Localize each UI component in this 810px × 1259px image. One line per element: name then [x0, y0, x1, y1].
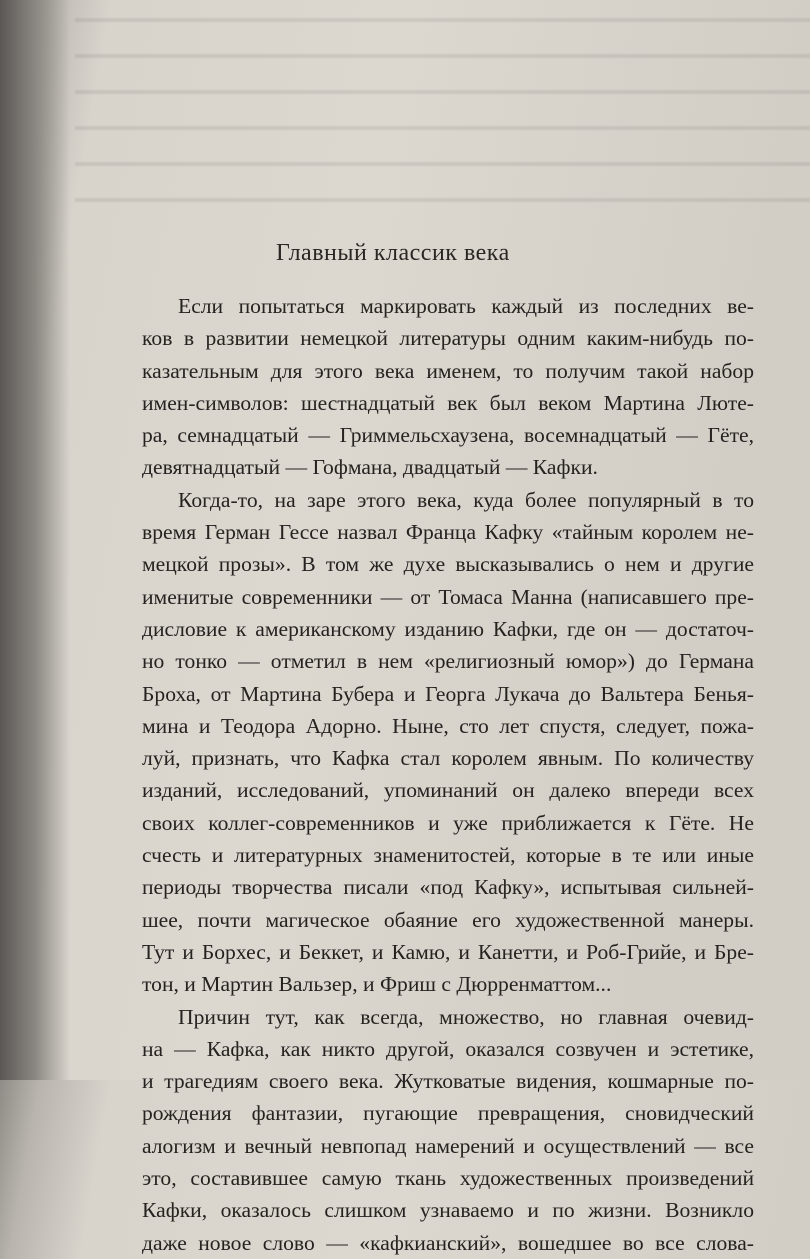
- book-spine-shadow: [0, 0, 70, 1080]
- text-line: счесть и литературных знаменитостей, которые в те или иные: [142, 843, 754, 868]
- text-line: тон, и Мартин Вальзер, и Фриш с Дюрренматтом...: [142, 972, 612, 997]
- text-line: луй, признать, что Кафка стал королем явным. По количеству: [142, 746, 754, 771]
- text-line: даже новое слово — «кафкианский», вошедшее во все слова-: [142, 1230, 754, 1255]
- text-line: периоды творчества писали «под Кафку», испытывая сильней-: [142, 875, 754, 900]
- text-line: имен-символов: шестнадцатый век был веком Мартина Люте-: [142, 390, 754, 415]
- text-line: Броха, от Мартина Бубера и Георга Лукача до Вальтера Бенья-: [142, 681, 754, 706]
- paragraph: [142, 1001, 754, 1259]
- text-line: мецкой прозы». В том же духе высказывались о нем и другие: [142, 552, 754, 577]
- text-line: алогизм и вечный невпопад намерений и осуществлений — все: [142, 1133, 754, 1158]
- text-line: Когда-то, на заре этого века, куда более популярный в то: [178, 487, 754, 512]
- text-line: Причин тут, как всегда, множество, но главная очевид-: [178, 1004, 754, 1029]
- text-line: это, составившее самую ткань художественных произведений: [142, 1166, 754, 1191]
- text-line: своих коллег-современников и уже приближается к Гёте. Не: [142, 810, 754, 835]
- body-text: [142, 290, 754, 1259]
- book-page: [88, 0, 810, 1255]
- text-line: шее, почти магическое обаяние его художественной манеры.: [142, 907, 754, 932]
- text-line: Кафки, оказалось слишком узнаваемо и по жизни. Возникло: [142, 1198, 754, 1223]
- text-line: дисловие к американскому изданию Кафки, где он — достаточ-: [142, 616, 754, 641]
- chapter-heading: Главный классик века: [276, 240, 510, 266]
- text-line: рождения фантазии, пугающие превращения, сновидческий: [142, 1101, 754, 1126]
- text-line: казательным для этого века именем, то получим такой набор: [142, 358, 754, 383]
- text-line: на — Кафка, как никто другой, оказался созвучен и эстетике,: [142, 1036, 754, 1061]
- text-line: и трагедиям своего века. Жутковатые видения, кошмарные по-: [142, 1069, 754, 1094]
- text-line: девятнадцатый — Гофмана, двадцатый — Кафки.: [142, 455, 598, 480]
- paragraph: [142, 290, 754, 484]
- text-line: изданий, исследований, упоминаний он далеко впереди всех: [142, 778, 754, 803]
- text-line: Тут и Борхес, и Беккет, и Камю, и Канетти, и Роб-Грийе, и Бре-: [142, 939, 754, 964]
- text-line: Если попытаться маркировать каждый из последних ве-: [178, 294, 754, 318]
- text-line: но тонко — отметил в нем «религиозный юмор») до Германа: [142, 649, 754, 674]
- text-line: время Герман Гессе назвал Франца Кафку «тайным королем не-: [142, 520, 754, 545]
- text-line: мина и Теодора Адорно. Ныне, сто лет спустя, следует, пожа-: [142, 713, 754, 738]
- text-line: именитые современники — от Томаса Манна (написавшего пре-: [142, 584, 754, 609]
- text-line: ков в развитии немецкой литературы одним каким-нибудь по-: [142, 326, 754, 351]
- paragraph: [142, 484, 754, 1001]
- text-line: ра, семнадцатый — Гриммельсхаузена, восемнадцатый — Гёте,: [142, 423, 754, 448]
